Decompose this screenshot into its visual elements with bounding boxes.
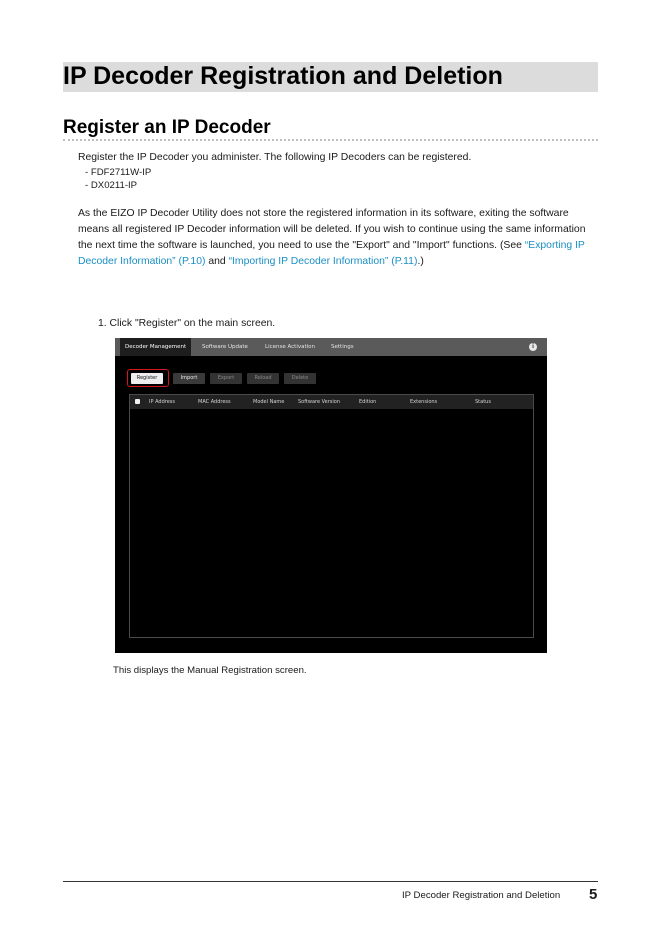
intro-text: Register the IP Decoder you administer. The following IP Decoders can be registered. [78, 152, 472, 163]
model-item: - FDF2711W-IP [85, 167, 152, 178]
register-highlight [127, 369, 169, 387]
note-paragraph [78, 206, 588, 270]
page-title: IP Decoder Registration and Deletion [63, 62, 503, 90]
section-title: Register an IP Decoder [63, 117, 271, 138]
table-header [130, 395, 533, 409]
column-software-version[interactable]: Software Version [298, 399, 341, 405]
section-divider [63, 139, 598, 141]
tab-license-activation[interactable]: License Activation [265, 344, 316, 350]
model-list [85, 166, 151, 192]
delete-button[interactable]: Delete [284, 373, 316, 384]
step-1: 1. Click "Register" on the main screen. [98, 318, 276, 329]
app-screenshot [115, 338, 547, 653]
column-status[interactable]: Status [475, 399, 491, 405]
column-model-name[interactable]: Model Name [253, 399, 285, 405]
decoder-table [129, 394, 534, 638]
tab-software-update[interactable]: Software Update [202, 344, 248, 350]
reload-button[interactable]: Reload [247, 373, 279, 384]
note-and: and [205, 256, 229, 267]
column-edition[interactable]: Edition [359, 399, 377, 405]
select-all-checkbox[interactable] [135, 399, 140, 404]
tab-settings[interactable]: Settings [331, 344, 354, 350]
footer-title: IP Decoder Registration and Deletion [402, 890, 561, 901]
model-item: - DX0211-IP [85, 180, 138, 191]
tab-decoder-management[interactable]: Decoder Management [120, 338, 191, 356]
import-button[interactable]: Import [173, 373, 205, 384]
note-end: .) [417, 256, 424, 267]
import-info-link[interactable]: “Importing IP Decoder Information” (P.11) [228, 256, 418, 267]
note-text: As the EIZO IP Decoder Utility does not store the registered information in its software, exiting the software means all registered IP Decoder information will be deleted. If you wish to continue using the same information the next time the software is launched, you need to use the "Export" and "Import" functions. (See [78, 208, 586, 251]
register-button[interactable]: Register [131, 373, 163, 384]
caption: This displays the Manual Registration screen. [113, 665, 307, 676]
page-number: 5 [589, 886, 598, 903]
column-mac-address[interactable]: MAC Address [198, 399, 231, 405]
info-icon[interactable]: i [529, 343, 537, 351]
export-info-link[interactable]: “Exporting IP Decoder Information” (P.10) [78, 240, 585, 267]
column-ip-address[interactable]: IP Address [149, 399, 175, 405]
tab-bar [115, 338, 547, 356]
export-button[interactable]: Export [210, 373, 242, 384]
footer-rule [63, 881, 598, 882]
column-extensions[interactable]: Extensions [410, 399, 438, 405]
